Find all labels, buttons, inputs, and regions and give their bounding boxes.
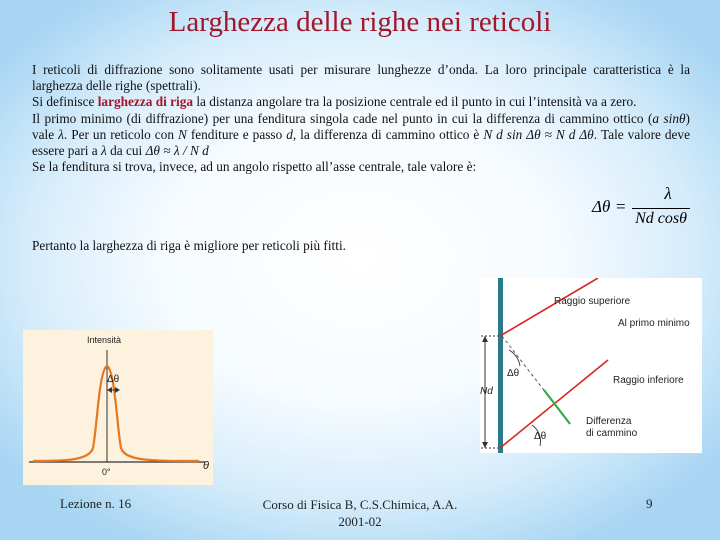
- page-title: Larghezza delle righe nei reticoli: [168, 6, 552, 38]
- formula-numerator: λ: [664, 184, 672, 203]
- formula-denominator: Nd cosθ: [635, 210, 687, 227]
- intensity-label: Intensità: [87, 335, 122, 345]
- arrow-head-right: [115, 387, 120, 393]
- first-minimum-label: Al primo minimo: [618, 318, 690, 329]
- grating-bar: [498, 278, 503, 453]
- lower-delta-theta-label: Δθ: [534, 431, 547, 442]
- formula-lhs: Δθ: [592, 197, 611, 216]
- definition-prefix: Si definisce: [32, 94, 98, 110]
- intensity-plot: [23, 330, 213, 485]
- upper-ray: [500, 278, 598, 336]
- text-segment: , la differenza di cammino ottico è: [292, 126, 484, 142]
- text-segment: . Per un reticolo con: [63, 126, 178, 142]
- fraction-bar: [632, 208, 690, 209]
- text-segment: . Tale valore deve essere pari a: [32, 126, 690, 159]
- origin-label: 0°: [102, 467, 111, 477]
- paragraph-intro: I reticoli di diffrazione sono solitamente usati per misurare lunghezze d’onda. La loro principale caratteristica è la larghezza delle righe (spettrali).: [32, 62, 690, 94]
- formula-equals: =: [616, 197, 626, 216]
- rays-figure: [480, 278, 702, 453]
- line-width-formula: [592, 184, 692, 232]
- definition-rest: la distanza angolare tra la posizione centrale ed il punto in cui l’intensità va a zero.: [193, 94, 637, 110]
- arrow-head-left: [107, 387, 112, 393]
- math-delta-theta: Δθ ≈ λ / N d: [145, 143, 209, 159]
- text-segment: Il primo minimo (di diffrazione) per una fenditura singola cade nel punto in cui la differenza di cammino ottico (: [32, 110, 653, 126]
- math-d: d: [286, 126, 293, 142]
- body-text: [32, 62, 690, 175]
- intensity-figure: [23, 330, 213, 485]
- math-lambda: λ: [101, 143, 107, 159]
- upper-ray-label: Raggio superiore: [554, 296, 631, 307]
- text-segment: ) vale: [32, 110, 690, 142]
- text-segment: fenditure e passo: [186, 126, 287, 142]
- course-line-2: 2001-02: [338, 514, 382, 529]
- upper-delta-theta-label: Δθ: [507, 368, 520, 379]
- math-a-sin-theta: a sinθ: [652, 110, 686, 126]
- page-number: 9: [646, 496, 653, 511]
- lecture-number: Lezione n. 16: [60, 496, 132, 511]
- course-info: [240, 496, 480, 530]
- paragraph-first-minimum: [32, 111, 690, 160]
- rays-diagram: [480, 278, 702, 453]
- highlight-term: larghezza di riga: [97, 94, 194, 110]
- nd-label: Nd: [480, 386, 493, 397]
- nd-arrow-top: [482, 336, 488, 342]
- lower-ray-label: Raggio inferiore: [613, 375, 684, 386]
- path-difference-label-2: di cammino: [586, 428, 638, 439]
- text-segment: da cui: [106, 143, 146, 159]
- path-difference-label-1: Differenza: [586, 416, 632, 427]
- paragraph-definition: [32, 94, 690, 110]
- math-path-difference: N d sin Δθ ≈ N d Δθ: [483, 126, 594, 142]
- math-lambda: λ: [58, 126, 64, 142]
- delta-theta-label: Δθ: [107, 374, 120, 385]
- course-line-1: Corso di Fisica B, C.S.Chimica, A.A.: [262, 497, 458, 512]
- math-n: N: [177, 126, 187, 142]
- conclusion-text: Pertanto la larghezza di riga è migliore per reticoli più fitti.: [32, 238, 346, 253]
- nd-arrow-bottom: [482, 442, 488, 448]
- theta-axis-label: θ: [203, 460, 209, 472]
- paragraph-angle: Se la fenditura si trova, invece, ad un angolo rispetto all’asse centrale, tale valore è:: [32, 159, 477, 175]
